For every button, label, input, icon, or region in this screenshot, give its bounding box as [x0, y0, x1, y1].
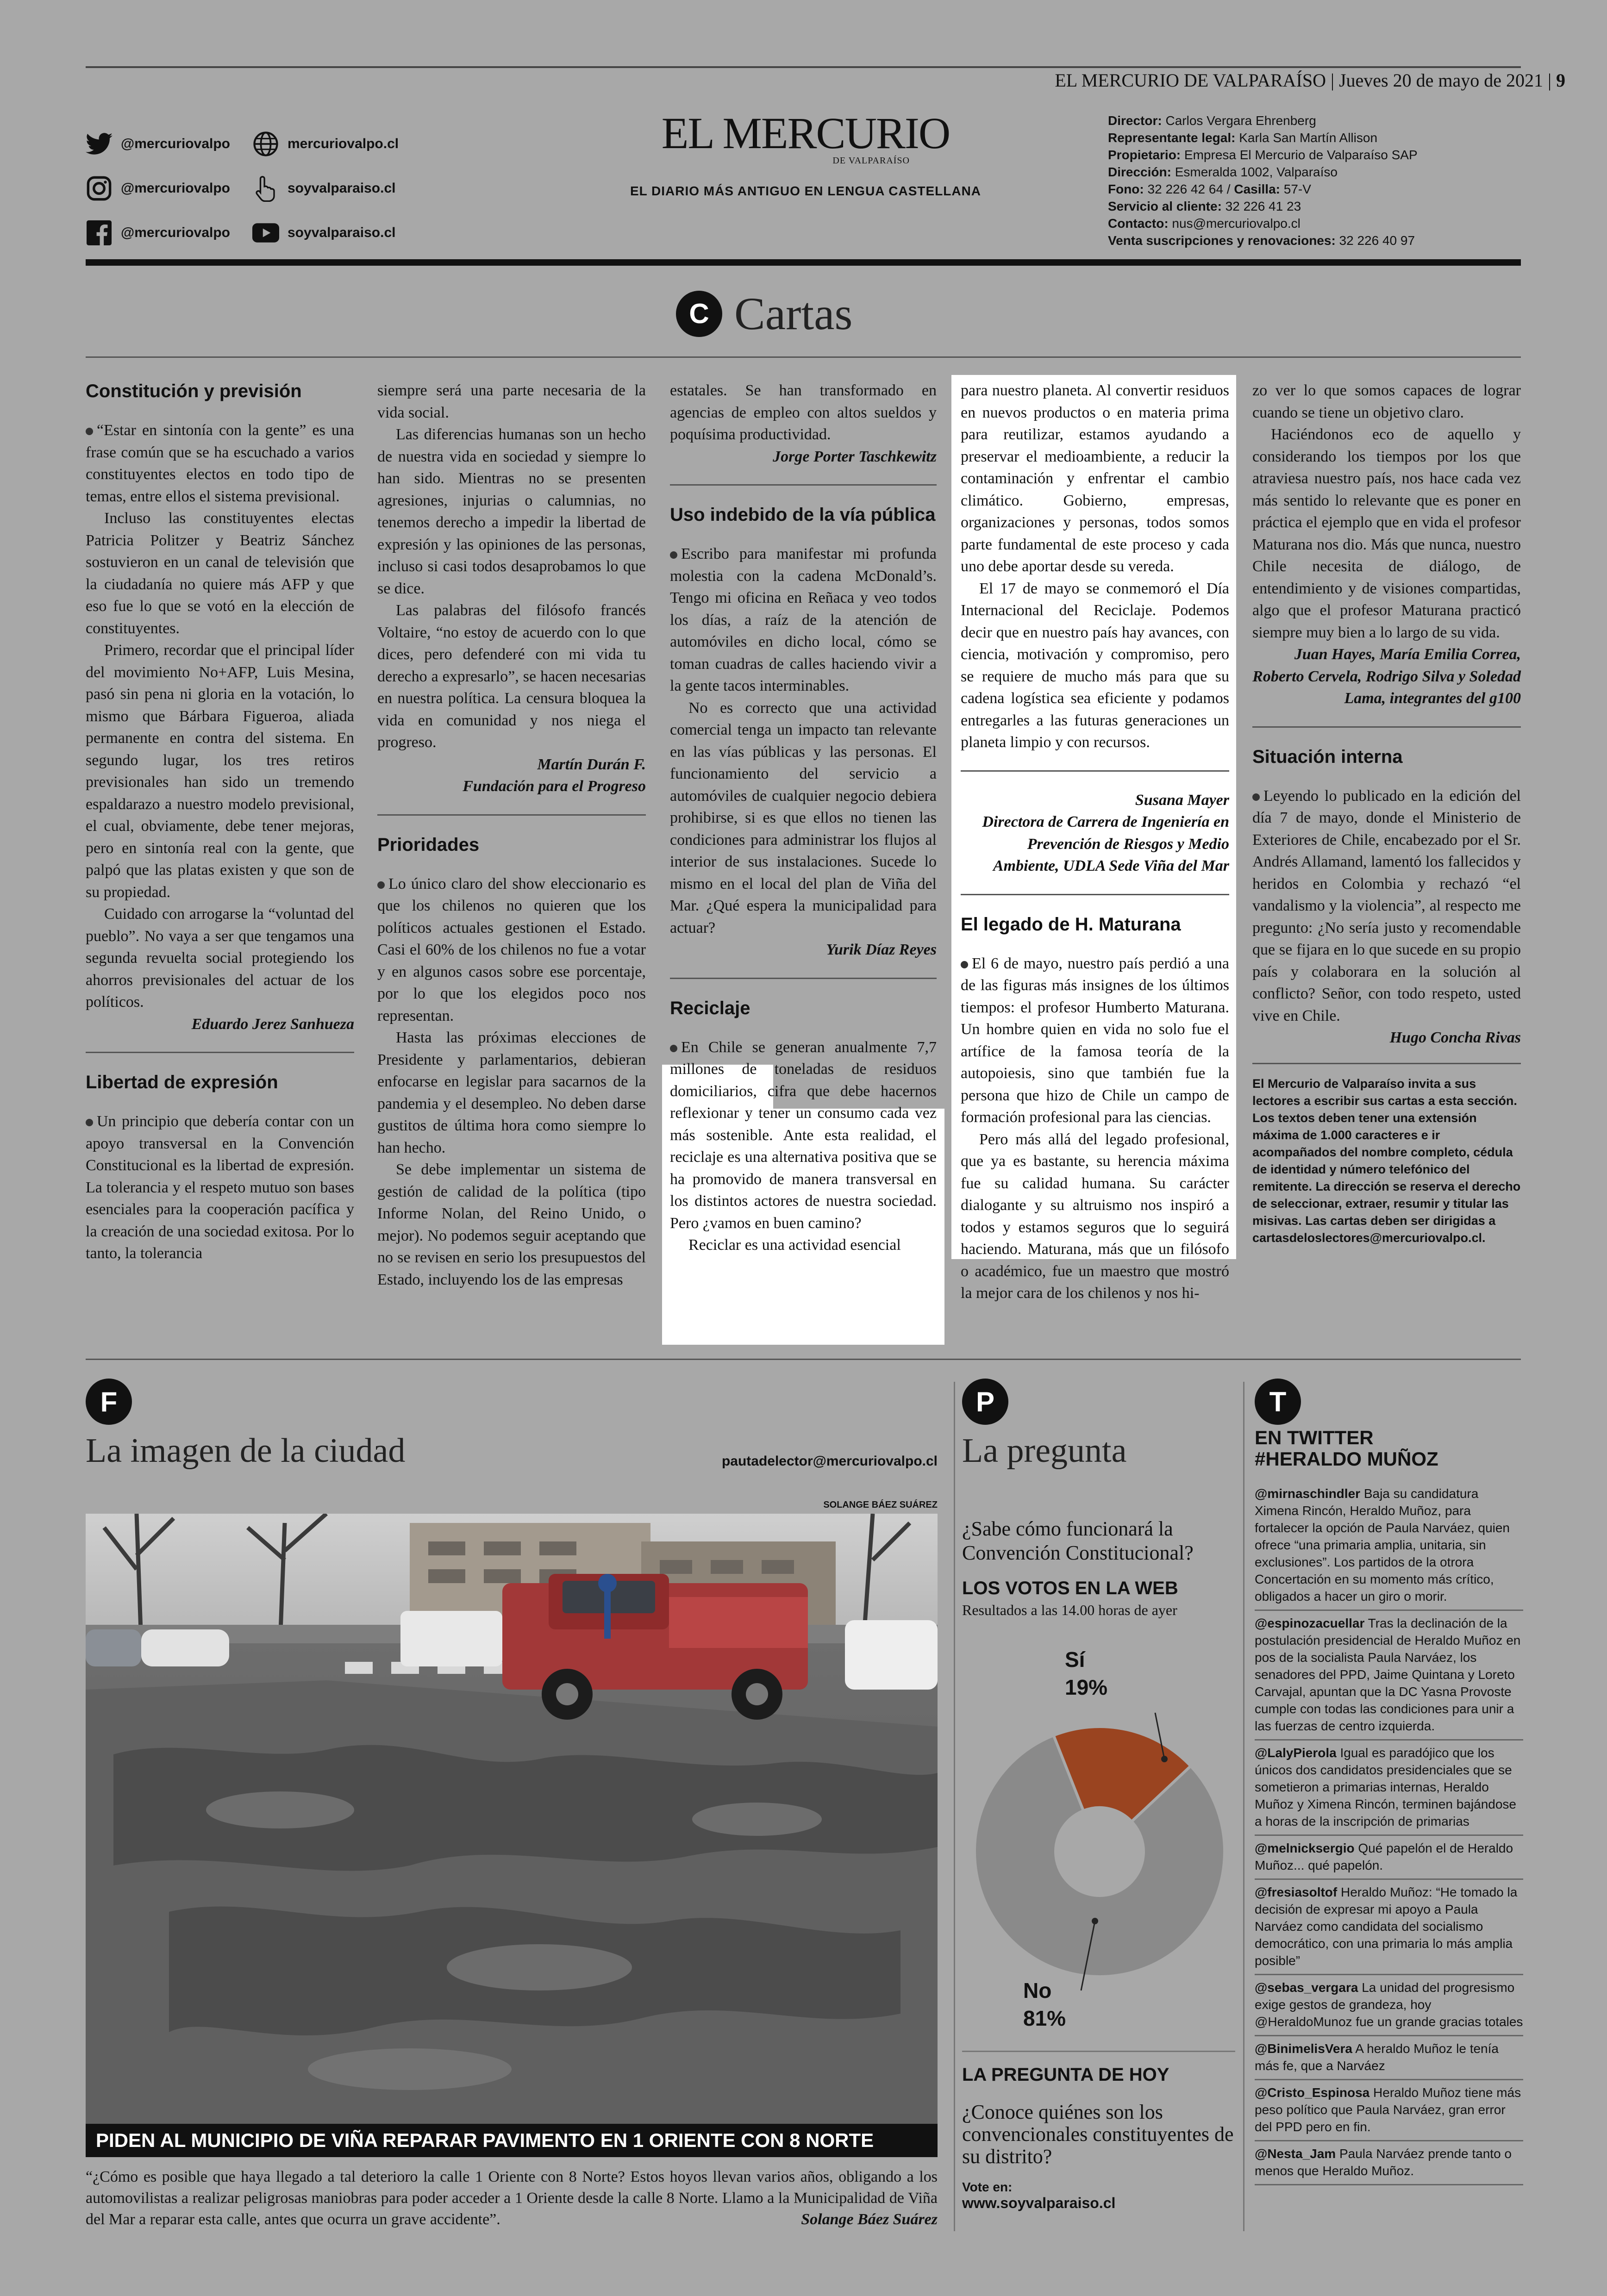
letter-title: Reciclaje [670, 998, 750, 1018]
bullet-dot [961, 961, 968, 968]
letter-paragraph: Pero más allá del legado profesional, que ya es bastante, su herencia máxima fue su calidad humana. Su carácter dialogante y su altruismo nos inspiró a todos y estamos seguros que lo seguirá haciendo. Maturana, más que un filósofo o académico, fue un maestro que mostró la mejor cara de los chilenos y nos hi- [961, 1130, 1229, 1302]
no-percent: 81% [1023, 2006, 1066, 2030]
section-rule [86, 356, 1521, 358]
section-letter: T [1255, 1379, 1301, 1425]
letter-paragraph: zo ver lo que somos capaces de lograr cuando se tiene un objetivo claro. [1252, 382, 1521, 421]
letter-paragraph: “Estar en sintonía con la gente” es una frase común que se ha escuchado a varios constituyentes electos en todo tipo de temas, entre ellos el sistema previsional. [86, 422, 354, 505]
divider [961, 894, 1229, 895]
caption-signature: Solange Báez Suárez [801, 2211, 938, 2228]
social-label: @mercuriovalpo [121, 181, 230, 196]
poll-question: ¿Sabe cómo funcionará la Convención Constitucional? [962, 1517, 1194, 1564]
letter-signature: Juan Hayes, María Emilia Correa, Roberto Cervela, Rodrigo Silva y Soledad Lama, integrantes del g100 [1252, 646, 1521, 707]
letter-signature: Hugo Concha Rivas [1389, 1029, 1521, 1046]
tweet-item[interactable]: @Cristo_Espinosa Heraldo Muñoz tiene más peso político que Paula Narváez, gran error del PPD pero en fin. [1255, 2080, 1523, 2141]
letter-paragraph: Primero, recordar que el principal líder del movimiento No+AFP, Luis Mesina, pasó sin pena ni gloria en la votación, lo mismo que Bárbara Figueroa, aliada permanente en contra del sistema. En segundo lugar, los tres retiros previsionales han sido un tremendo espaldarazo a nuestro modelo previsional, el cual, obviamente, debe tener mejoras, pero en sintonía real con la gente, que palpó que las platas existen y que son de su propiedad. [86, 642, 354, 901]
letter-title: Libertad de expresión [86, 1072, 278, 1092]
letter-paragraph: Lo único claro del show eleccionario es que los chilenos no quieren que los políticos actuales gestionen el Estado. Casi el 60% de los chilenos no fue a votar y en algunos casos sobre ese porcentaje, por lo que los elegidos poco nos representan. [377, 875, 646, 1024]
social-youtube[interactable] [252, 219, 395, 246]
letter-signature-org: Directora de Carrera de Ingeniería en Prevención de Riesgos y Medio Ambiente, UDLA Sede Viña del Mar [982, 813, 1229, 874]
social-facebook[interactable] [86, 219, 230, 246]
divider [86, 1052, 354, 1053]
leader-dot [1161, 1756, 1168, 1762]
today-question: ¿Conoce quiénes son los convencionales constituyentes de su distrito? [962, 2101, 1234, 2168]
letters-col-5 [1252, 380, 1521, 1247]
social-label: soyvalparaiso.cl [288, 225, 396, 240]
bullet-dot [377, 881, 385, 889]
letter-title: Constitución y previsión [86, 381, 302, 401]
letter-signature: Jorge Porter Taschkewitz [773, 448, 937, 465]
letter-title: Uso indebido de la vía pública [670, 505, 936, 525]
section-letter: F [86, 1379, 132, 1425]
yes-label: Sí 19% [1065, 1646, 1107, 1701]
tweet-item[interactable]: @Nesta_Jam Paula Narváez prende tanto o menos que Heraldo Muñoz. [1255, 2141, 1523, 2185]
letter-paragraph: El 17 de mayo se conmemoró el Día Internacional del Reciclaje. Podemos decir que en nuestro país hay avances, con ciencia, motivación y compromiso, pero se requiere de mucho más para que su cadena logística sea eficiente y podamos entregarles a las futuras generaciones un planeta limpio y con recursos. [961, 580, 1229, 751]
divider [670, 978, 937, 979]
photo-headline: PIDEN AL MUNICIPIO DE VIÑA REPARAR PAVIMENTO EN 1 ORIENTE CON 8 NORTE [86, 2124, 938, 2157]
letter-signature: Martín Durán F. [537, 755, 646, 773]
divider [962, 2051, 1235, 2052]
social-instagram[interactable] [86, 175, 230, 202]
pregunta-section [962, 1379, 1235, 1619]
tweet-item[interactable]: @BinimelisVera A heraldo Muñoz le tenía más fe, que a Narváez [1255, 2036, 1523, 2080]
letter-title: Situación interna [1252, 746, 1403, 767]
tweet-item[interactable]: @LalyPierola Igual es paradójico que los únicos dos candidatos presidenciales que se sometieron a primarias internas, Heraldo Muñoz y Ximena Rincón, terminen bajándose a horas de la inscripción de primarias [1255, 1741, 1523, 1836]
letter-paragraph: El 6 de mayo, nuestro país perdió a una de las figuras más insignes de los últimos tiempos: el profesor Humberto Maturana. Un hombre quien en vida no solo fue el artífice de la famosa teoría de la autopoiesis, sino que también fue la persona que hizo de Chile un campo de formación profesional para las ciencias. [961, 955, 1229, 1126]
letter-paragraph: Haciéndonos eco de aquello y considerando los tiempos por los que atraviesa nuestro país, nos hace cada vez más sentido lo relevante que es poner en práctica el ejemplo que en vida el profesor Maturana nos dio. Más que nunca, nuestro Chile necesita de diálogo, de entendimiento y de visiones compartidas, algo que el profesor Maturana practicó siempre muy bien a lo largo de su vida. [1252, 426, 1521, 641]
twitter-icon [86, 131, 113, 157]
globe-icon [252, 131, 279, 157]
section-rule [86, 1359, 1521, 1360]
section-letter: P [962, 1379, 1008, 1425]
youtube-icon [252, 219, 279, 246]
letters-notice: El Mercurio de Valparaíso invita a sus lectores a escribir sus cartas a esta sección. Los textos deben tener una extensión máxima de 1.000 caracteres e ir acompañados del nombre completo, cédula de identidad y número telefónico del remitente. La dirección se reserva el derecho de seleccionar, extraer, resumir y titular las misivas. Las cartas deben ser dirigidas a cartasdeloslectores@mercuriovalpo.cl. [1252, 1076, 1521, 1245]
logo-sub: DE VALPARAÍSO [832, 156, 910, 166]
social-soyvalparaiso[interactable] [252, 175, 395, 202]
letter-signature-org: Fundación para el Progreso [463, 778, 646, 795]
leader-dot [1092, 1918, 1098, 1924]
page-number: 9 [1556, 70, 1565, 91]
social-label: @mercuriovalpo [121, 136, 230, 151]
street-photo [86, 1514, 938, 2125]
instagram-icon [86, 175, 113, 202]
letter-paragraph: Se debe implementar un sistema de gestión de calidad de la política (tipo Informe Nolan, del Reino Unido, o mejor). No podemos seguir aceptando que no se revisen en serio los presupuestos del Estado, incluyendo los de las empresas [377, 1161, 646, 1288]
letter-paragraph: En Chile se generan anualmente 7,7 millones de toneladas de residuos domiciliarios, cifra que debe hacernos reflexionar y tener un consumo cada vez más sostenible. Ante esta realidad, el reciclaje es una alternativa positiva que se ha promovido de manera transversal en los distintos actores de nuestra sociedad. Pero ¿vamos en buen camino? [670, 1038, 937, 1232]
letter-paragraph: Cuidado con arrogarse la “voluntad del pueblo”. No vaya a ser que tengamos una segunda revuelta social protegiendo los ahorros previsionales del actuar de los políticos. [86, 905, 354, 1011]
tweet-item[interactable]: @sebas_vergara La unidad del progresismo exige gestos de grandeza, hoy @HeraldoMunoz fue un grande gracias totales [1255, 1975, 1523, 2036]
tweet-item[interactable]: @mirnaschindler Baja su candidatura Ximena Rincón, Heraldo Muñoz, para fortalecer la opción de Paula Narváez, quien ofrece “una primaria amplia, unitaria, sin exclusiones”. Los partidos de la otrora Concertación en su momento más crítico, obligados a hacer un giro o morir. [1255, 1481, 1523, 1611]
imagen-header [86, 1379, 405, 1471]
top-rule [86, 66, 1521, 68]
section-title: Cartas [734, 288, 853, 339]
divider [1252, 1063, 1521, 1064]
tagline: EL DIARIO MÁS ANTIGUO EN LENGUA CASTELLANA [630, 184, 982, 198]
letter-paragraph: No es correcto que una actividad comercial tenga un impacto tan relevante en las vías públicas y las personas. El funcionamiento del servicio a automóviles de cualquier negocio debiera prohibirse, si es que ellos no tienen las condiciones para administrar los flujos al interior de sus instalaciones. Sucede lo mismo en el local del plan de Viña del Mar. ¿Qué espera la municipalidad para actuar? [670, 699, 937, 936]
social-website[interactable] [252, 131, 399, 157]
letter-paragraph: Un principio que debería contar con un apoyo transversal en la Convención Constitucional es la libertad de expresión. La tolerancia y el respeto mutuo son bases esenciales para la cooperación pacífica y la creación de una sociedad exitosa. Por lo tanto, la tolerancia [86, 1113, 354, 1262]
letters-col-4 [961, 380, 1229, 1304]
letter-paragraph: Reciclar es una actividad esencial [688, 1236, 901, 1254]
pregunta-hoy [962, 2065, 1235, 2212]
letter-signature: Eduardo Jerez Sanhueza [191, 1015, 354, 1033]
bullet-dot [670, 551, 677, 559]
yes-percent: 19% [1065, 1675, 1108, 1699]
letter-paragraph: Las palabras del filósofo francés Voltaire, “no estoy de acuerdo con lo que dices, pero defenderé con mi vida tu derecho a expresarlo”, se hacen necesarias en nuestra política. La censura bloquea la vida en comunidad y nos niega el progreso. [377, 602, 646, 751]
vote-label: Vote en: [962, 2180, 1013, 2194]
letter-signature: Yurik Díaz Reyes [826, 941, 937, 958]
tweet-item[interactable]: @fresiasoltof Heraldo Muñoz: “He tomado la decisión de expresar mi apoyo a Paula Narváez como candidata del socialismo democrático, con una primaria lo más amplia posible” [1255, 1880, 1523, 1975]
no-label: No 81% [1023, 1977, 1066, 2032]
divider [961, 770, 1229, 772]
bullet-dot [670, 1045, 677, 1052]
letter-title: El legado de H. Maturana [961, 914, 1181, 935]
column-divider [1243, 1382, 1244, 2231]
letter-paragraph: estatales. Se han transformado en agencias de empleo con altos sueldos y poquísima productividad. [670, 382, 937, 443]
twitter-header [1255, 1379, 1301, 1425]
tweet-item[interactable]: @melnicksergio Qué papelón el de Heraldo Muñoz... qué papelón. [1255, 1836, 1523, 1880]
bullet-dot [86, 428, 93, 435]
divider [1252, 726, 1521, 728]
header-rule [86, 259, 1521, 266]
tweet-item[interactable]: @espinozacuellar Tras la declinación de la postulación presidencial de Heraldo Muñoz en pos de la socialista Paula Narváez, los senadores del PPD, Jaime Quintana y Loreto Carvajal, apuntan que la DC Yasna Provoste cumple con todas las condiciones para unir a las fuerzas de centro izquierda. [1255, 1611, 1523, 1741]
votes-title: LOS VOTOS EN LA WEB [962, 1578, 1178, 1598]
photo-caption: “¿Cómo es posible que haya llegado a tal deterioro la calle 1 Oriente con 8 Norte? Estos hoyos llevan varios años, obligando a los automovilistas a realizar peligrosas maniobras para poder acceder a 1 Oriente desde la calle 8 Norte. Llamo a la Municipalidad de Viña del Mar a reparar esta calle, antes que ocurra un grave accidente”. Solange Báez Suárez [86, 2166, 938, 2230]
section-letter: C [676, 291, 722, 337]
letter-paragraph: para nuestro planeta. Al convertir residuos en nuevos productos o en materia prima para reutilizar, estamos ayudando a preservar el medioambiente, a reducir la contaminación y enfrentar el cambio climático. Gobierno, empresas, organizaciones y personas, todos somos parte fundamental de este proceso y cada uno debe aportar desde su vereda. [961, 382, 1229, 575]
social-twitter[interactable] [86, 131, 230, 157]
social-label: soyvalparaiso.cl [288, 181, 396, 196]
social-label: @mercuriovalpo [121, 225, 230, 240]
photo-credit: SOLANGE BÁEZ SUÁREZ [823, 1500, 938, 1510]
letter-title: Prioridades [377, 834, 480, 855]
votes-subtitle: Resultados a las 14.00 horas de ayer [962, 1602, 1177, 1618]
cartas-header [676, 287, 852, 340]
letter-paragraph: siempre será una parte necesaria de la vida social. [377, 382, 646, 421]
tweet-list [1255, 1481, 1523, 2185]
section-title: La imagen de la ciudad [86, 1432, 406, 1470]
letters-col-3 [670, 380, 937, 1256]
letters-col-2 [377, 380, 646, 1291]
letters-col-1 [86, 380, 354, 1265]
letter-paragraph: Incluso las constituyentes electas Patricia Politzer y Beatriz Sánchez sostuvieron en un canal de televisión que la ciudadanía no quiere más AFP y que eso fue lo que se votó en la elección de constituyentes. [86, 510, 354, 637]
letter-paragraph: Leyendo lo publicado en la edición del día 7 de mayo, donde el Ministerio de Exteriores de Chile, encabezado por el Sr. Andrés Allamand, lamentó los fallecidos y heridos en Colombia y rechazó “el vandalismo y la violencia”, al respecto me pregunto: ¿No sería justo y recomendable que se fijara en lo que sucede en su propio país y colaborara en la solución al conflicto? Señor, con todo respeto, usted vive en Chile. [1252, 787, 1521, 1024]
vote-url[interactable]: www.soyvalparaiso.cl [962, 2195, 1116, 2211]
bullet-dot [1252, 793, 1260, 801]
poll-pie-chart [965, 1676, 1234, 2028]
letter-paragraph: Escribo para manifestar mi profunda molestia con la cadena McDonald’s. Tengo mi oficina en Reñaca y veo todos los días, a raíz de la atención de automóviles en dicho local, cómo se toman cuadras de calles haciendo vivir a la gente tacos interminables. [670, 545, 937, 694]
masthead-logo [602, 108, 1009, 199]
column-divider [954, 1382, 955, 2231]
social-label: mercuriovalpo.cl [288, 136, 399, 151]
twitter-title: EN TWITTER #HERALDO MUÑOZ [1255, 1427, 1438, 1470]
contact-email[interactable]: pautadelector@mercuriovalpo.cl [721, 1454, 938, 1469]
logo-name: EL MERCURIO [661, 108, 950, 158]
facebook-icon [86, 219, 113, 246]
letter-signature: Susana Mayer [1135, 791, 1229, 809]
staff-box: Director: Carlos Vergara Ehrenberg Representante legal: Karla San Martín Allison Propietario: Empresa El Mercurio de Valparaíso SAP Dirección: Esmeralda 1002, Valparaíso Fono: 32 226 42 64 / Casilla: 57-V Servicio al cliente: 32 226 41 23 Contacto: nus@mercuriovalpo.cl Venta suscripciones y renovaciones: 32 226 40 97 [1108, 113, 1418, 248]
section-title: La pregunta [962, 1432, 1127, 1470]
today-title: LA PREGUNTA DE HOY [962, 2065, 1169, 2085]
letter-paragraph: Hasta las próximas elecciones de Presidente y parlamentarios, debieran enfocarse en legislar para sacarnos de la pandemia y el desempleo. No deben darse gustitos de última hora como siempre lo han hecho. [377, 1029, 646, 1156]
divider [670, 484, 937, 486]
divider [377, 814, 646, 816]
pointer-hand-icon [252, 175, 279, 202]
bullet-dot [86, 1119, 93, 1126]
letter-paragraph: Las diferencias humanas son un hecho de nuestra vida en sociedad y siempre lo han sido. Mientras no se presenten agresiones, injurias o calumnias, no tenemos derecho a impedir la libertad de expresión y las opiniones de las personas, incluso si casi todos desaprobamos lo que se dice. [377, 426, 646, 597]
page-reference: EL MERCURIO DE VALPARAÍSO | Jueves 20 de mayo de 2021 | 9 [1055, 70, 1565, 91]
